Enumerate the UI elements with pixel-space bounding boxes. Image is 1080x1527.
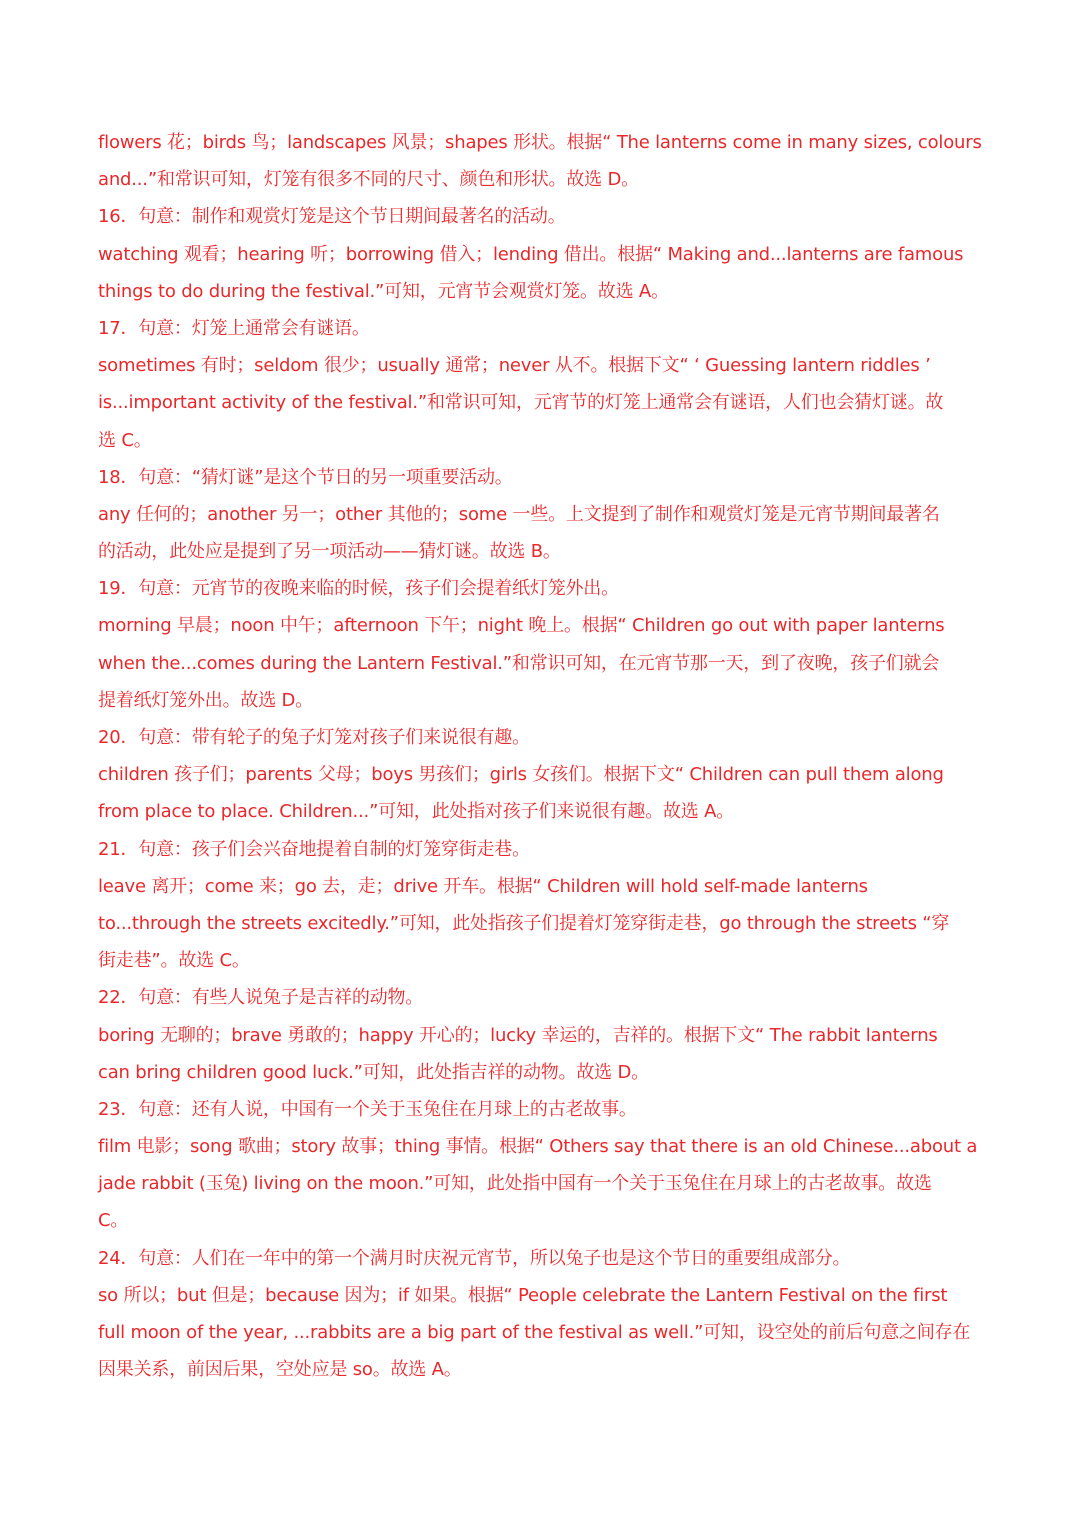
question-17-heading: 17．句意：灯笼上通常会有谜语。 — [98, 317, 370, 339]
text-line: flowers 花；birds 鸟；landscapes 风景；shapes 形状。根据“ The lanterns come in many sizes, colours — [98, 132, 982, 153]
text-line: to...through the streets excitedly.”可知，此处指孩子们提着灯笼穿街走巷，go through the streets “穿 — [98, 912, 950, 934]
text-line: film 电影；song 歌曲；story 故事；thing 事情。根据“ Others say that there is an old Chinese...about a — [98, 1136, 978, 1158]
text-line: 选 C。 — [98, 429, 152, 451]
text-line: so 所以；but 但是；because 因为；if 如果。根据“ People celebrate the Lantern Festival on the first — [98, 1284, 948, 1306]
text-line: full moon of the year, ...rabbits are a big part of the festival as well.”可知，设空处的前后句意之间存在 — [98, 1322, 971, 1343]
text-line: any 任何的；another 另一；other 其他的；some 一些。上文提到了制作和观赏灯笼是元宵节期间最著名 — [98, 503, 940, 525]
text-line: 提着纸灯笼外出。故选 D。 — [98, 689, 313, 711]
question-22-heading: 22．句意：有些人说兔子是吉祥的动物。 — [98, 987, 424, 1009]
question-21-heading: 21．句意：孩子们会兴奋地提着自制的灯笼穿街走巷。 — [98, 838, 530, 860]
text-line: leave 离开；come 来；go 去，走；drive 开车。根据“ Children will hold self-made lanterns — [98, 875, 868, 897]
text-line: 街走巷”。故选 C。 — [98, 950, 250, 972]
text-line: boring 无聊的；brave 勇敢的；happy 开心的；lucky 幸运的，吉祥的。根据下文“ The rabbit lanterns — [98, 1024, 938, 1046]
text-line: watching 观看；hearing 听；borrowing 借入；lending 借出。根据“ Making and...lanterns are famous — [98, 243, 964, 265]
text-line: can bring children good luck.”可知，此处指吉祥的动物。故选 D。 — [98, 1061, 649, 1083]
text-line: C。 — [98, 1210, 129, 1232]
text-line: morning 早晨；noon 中午；afternoon 下午；night 晚上。根据“ Children go out with paper lanterns — [98, 615, 945, 637]
question-18-heading: 18．句意：“猜灯谜”是这个节日的另一项重要活动。 — [98, 466, 513, 488]
question-19-heading: 19．句意：元宵节的夜晚来临的时候，孩子们会提着纸灯笼外出。 — [98, 578, 619, 600]
text-line: 的活动，此处应是提到了另一项活动——猜灯谜。故选 B。 — [98, 541, 561, 563]
text-line: sometimes 有时；seldom 很少；usually 通常；never 从不。根据下文“ ‘ Guessing lantern riddles ’ — [98, 355, 931, 377]
text-line: 因果关系，前因后果，空处应是 so。故选 A。 — [98, 1359, 462, 1381]
question-23-heading: 23．句意：还有人说，中国有一个关于玉兔住在月球上的古老故事。 — [98, 1098, 637, 1120]
question-16-heading: 16．句意：制作和观赏灯笼是这个节日期间最著名的活动。 — [98, 206, 566, 228]
text-line: from place to place. Children...”可知，此处指对孩子们来说很有趣。故选 A。 — [98, 801, 735, 823]
question-24-heading: 24．句意：人们在一年中的第一个满月时庆祝元宵节，所以兔子也是这个节日的重要组成部分。 — [98, 1247, 851, 1269]
answer-explanations — [98, 124, 982, 1388]
question-20-heading: 20．句意：带有轮子的兔子灯笼对孩子们来说很有趣。 — [98, 727, 530, 748]
text-line: is...important activity of the festival.”和常识可知，元宵节的灯笼上通常会有谜语，人们也会猜灯谜。故 — [98, 392, 944, 414]
text-line: things to do during the festival.”可知，元宵节会观赏灯笼。故选 A。 — [98, 280, 669, 302]
text-line: children 孩子们；parents 父母；boys 男孩们；girls 女孩们。根据下文“ Children can pull them along — [98, 764, 944, 786]
text-line: jade rabbit (玉兔) living on the moon.”可知，此处指中国有一个关于玉兔住在月球上的古老故事。故选 — [98, 1173, 932, 1195]
text-line: when the...comes during the Lantern Festival.”和常识可知，在元宵节那一天，到了夜晚，孩子们就会 — [98, 652, 940, 674]
text-line: and...”和常识可知，灯笼有很多不同的尺寸、颜色和形状。故选 D。 — [98, 169, 639, 191]
